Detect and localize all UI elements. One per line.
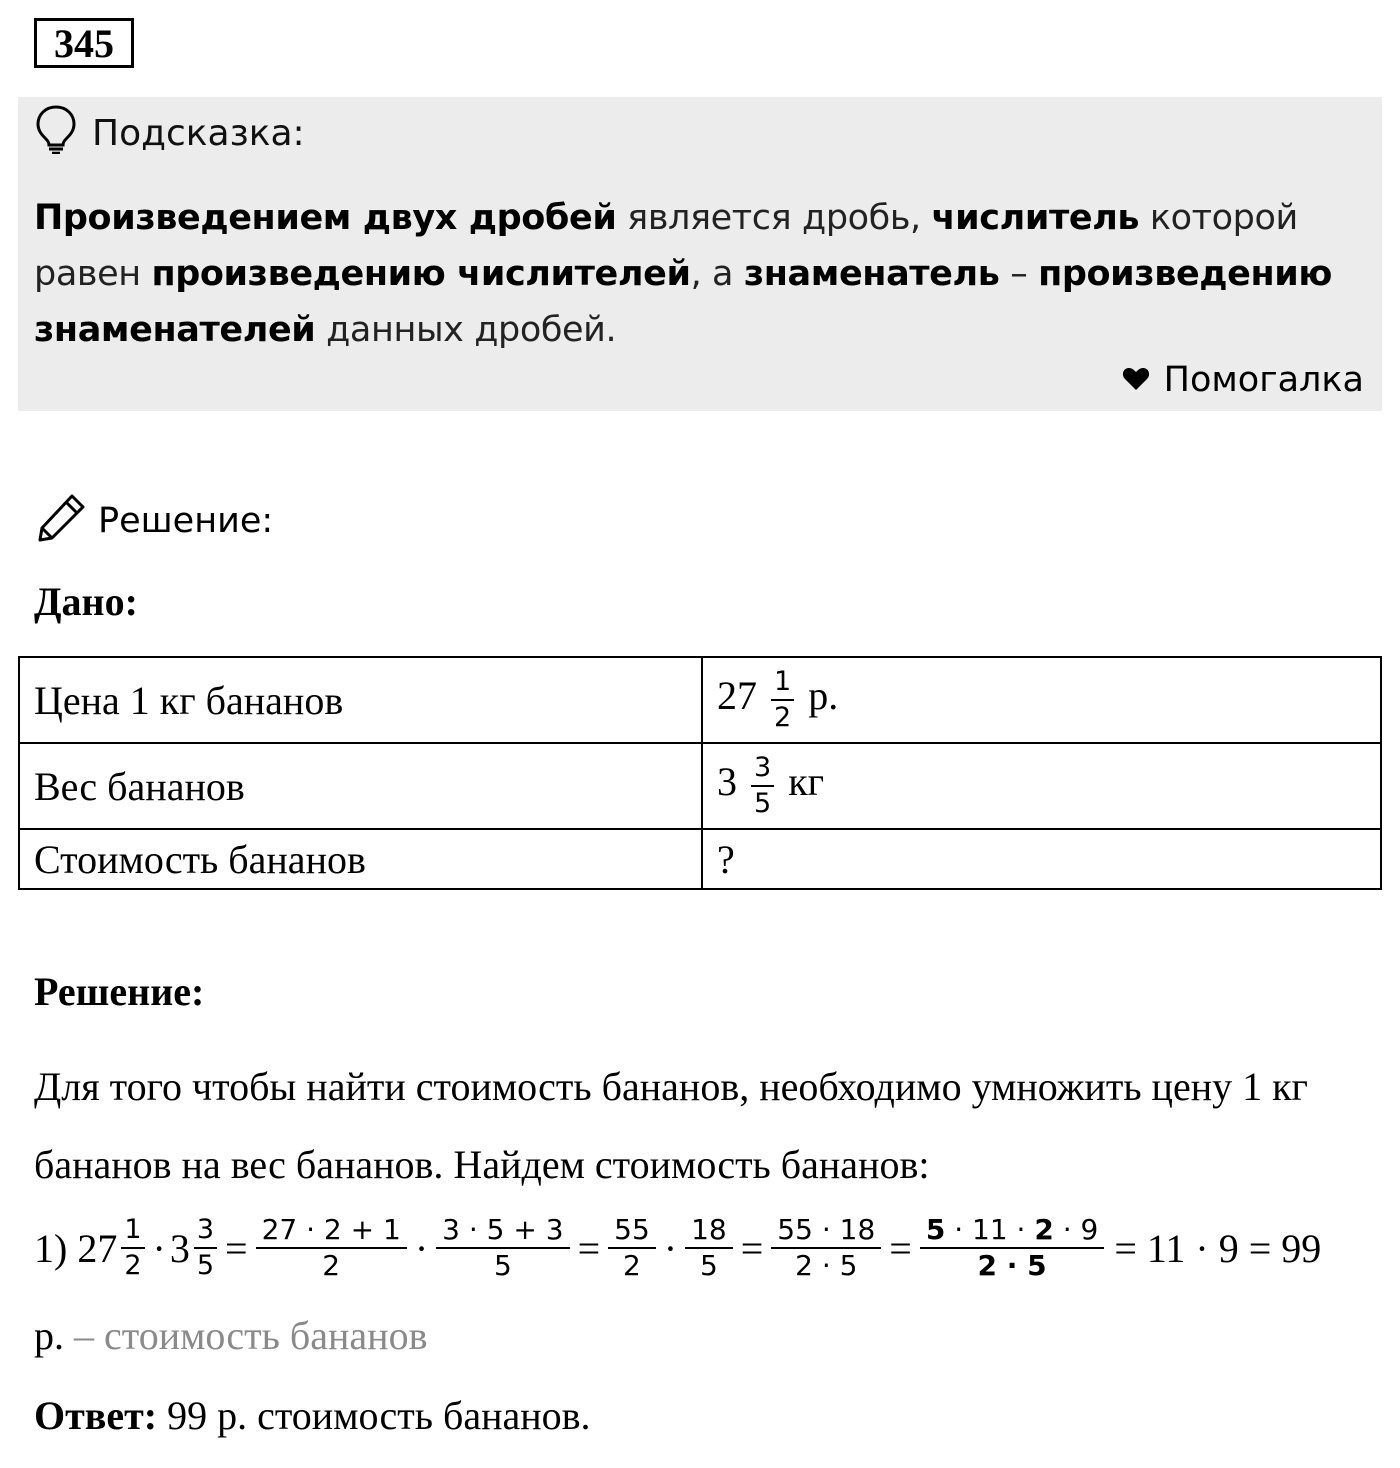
numerator: [920, 1213, 1105, 1249]
equals-sign: =: [889, 1225, 912, 1271]
factor: · 11 ·: [945, 1213, 1035, 1246]
calculation: [34, 1206, 1321, 1290]
answer-text: 99 р. стоимость бананов.: [157, 1393, 591, 1438]
cancelled-factor: 2: [1034, 1213, 1054, 1246]
result-unit: р.: [34, 1313, 64, 1358]
hint-header: [34, 108, 305, 158]
denominator: 5: [700, 1249, 718, 1282]
calc-whole: 3: [169, 1225, 190, 1271]
denominator: [972, 1249, 1053, 1283]
credit-label: Помогалка: [1163, 360, 1364, 400]
result-text: – стоимость бананов: [64, 1313, 428, 1358]
denominator: 5: [754, 788, 772, 819]
hint-bold-3: числитель: [931, 198, 1140, 238]
cancelled-factor: 5: [925, 1213, 946, 1246]
given-label: Вес бананов: [19, 743, 702, 829]
hint-text: [34, 190, 1364, 358]
hint-bold-1: Произведением двух дробей: [34, 198, 617, 238]
given-value: [702, 657, 1381, 743]
given-label: Стоимость бананов: [19, 829, 702, 889]
multiply-sign: ·: [663, 1225, 678, 1271]
unit: кг: [788, 759, 825, 805]
given-label: Цена 1 кг бананов: [19, 657, 702, 743]
hint-title: Подсказка:: [92, 112, 305, 154]
hint-span-2: является дробь,: [616, 198, 932, 238]
denominator: 5: [196, 1250, 215, 1281]
pencil-icon: [36, 491, 88, 552]
numerator: 1: [771, 665, 794, 701]
credit: [1122, 360, 1364, 400]
hint-span-8: –: [999, 254, 1039, 294]
denominator: 2: [124, 1250, 142, 1281]
multiply-sign: ·: [152, 1225, 166, 1271]
given-value: ?: [702, 829, 1381, 889]
fraction: [920, 1213, 1105, 1283]
fraction: [194, 1213, 217, 1283]
table-row: [19, 743, 1381, 829]
table-row: [19, 657, 1381, 743]
cancelled-factor: 2 · 5: [977, 1249, 1047, 1282]
hint-bold-9: произведению знаменателей: [34, 254, 1333, 350]
fraction: [685, 1213, 733, 1283]
whole-part: 27: [717, 673, 757, 719]
given-table: [18, 656, 1382, 890]
given-title: Дано:: [34, 579, 138, 624]
given-value: [702, 743, 1381, 829]
fraction: [256, 1213, 407, 1283]
numerator: 18: [685, 1213, 733, 1249]
equals-sign: =: [577, 1225, 601, 1271]
task-number: 345: [34, 18, 134, 68]
numerator: 3: [751, 751, 774, 787]
hint-span-10: данных дробей.: [315, 310, 617, 350]
solution-title: Решение:: [34, 969, 205, 1014]
fraction: [436, 1213, 569, 1283]
numerator: 3 · 5 + 3: [436, 1213, 569, 1249]
denominator: 2: [322, 1249, 341, 1282]
table-row: [19, 829, 1381, 889]
solution-text: Для того чтобы найти стоимость бананов, необходимо умножить цену 1 кг бананов на вес бананов. Найдем стоимость бананов:: [34, 1064, 1308, 1187]
denominator: 2: [623, 1249, 641, 1282]
denominator: 2: [774, 702, 792, 733]
fraction: [751, 751, 774, 821]
hint-span-4: которой равен: [34, 198, 1298, 294]
equals-sign: =: [740, 1225, 764, 1271]
denominator: 5: [493, 1249, 512, 1282]
solution-header-label: Решение:: [98, 501, 274, 541]
multiply-sign: ·: [414, 1225, 429, 1271]
numerator: 3: [194, 1213, 217, 1249]
calc-prefix: 1) 27: [34, 1225, 118, 1271]
solution-header: [36, 496, 273, 546]
unit: р.: [808, 673, 839, 719]
hint-bold-7: знаменатель: [743, 254, 1000, 294]
lightbulb-icon: [34, 104, 78, 163]
numerator: 1: [121, 1213, 144, 1249]
denominator: 2 · 5: [795, 1249, 858, 1282]
calc-tail: = 11 · 9 = 99: [1114, 1225, 1322, 1271]
hint-bold-5: произведению числителей: [151, 254, 691, 294]
numerator: 55 · 18: [771, 1213, 881, 1249]
numerator: 55: [608, 1213, 656, 1249]
fraction: [121, 1213, 144, 1283]
answer: [34, 1392, 591, 1439]
fraction: [608, 1213, 656, 1283]
hint-span-6: , а: [690, 254, 744, 294]
heart-icon: [1122, 360, 1150, 400]
answer-label: Ответ:: [34, 1393, 158, 1438]
result-line: [34, 1312, 427, 1359]
fraction: [771, 1213, 881, 1283]
numerator: 27 · 2 + 1: [256, 1213, 407, 1249]
equals-sign: =: [225, 1225, 248, 1271]
whole-part: 3: [717, 759, 737, 805]
fraction: [771, 665, 794, 735]
factor: · 9: [1053, 1213, 1099, 1246]
